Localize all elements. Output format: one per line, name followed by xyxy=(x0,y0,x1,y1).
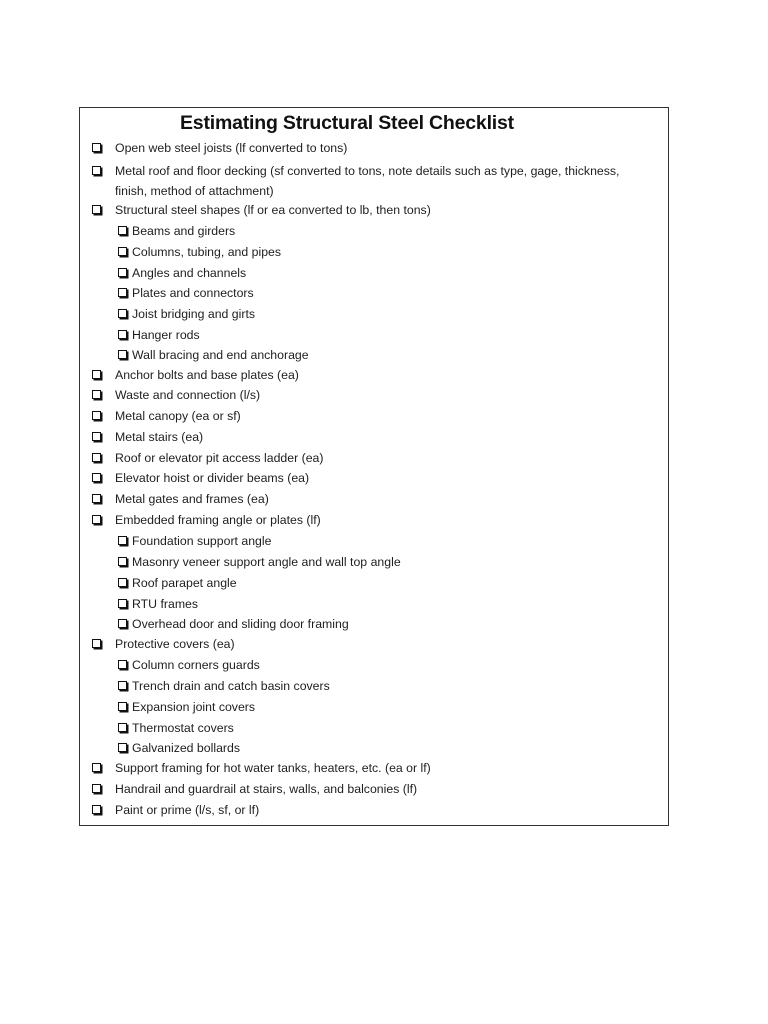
checklist-title: Estimating Structural Steel Checklist xyxy=(180,112,514,134)
checklist-item-text: Structural steel shapes (lf or ea converted to lb, then tons) xyxy=(115,203,431,217)
checkbox-icon[interactable] xyxy=(92,390,101,399)
checkbox-icon[interactable] xyxy=(92,411,101,420)
checklist-item-text: Wall bracing and end anchorage xyxy=(132,348,309,362)
checkbox-icon[interactable] xyxy=(118,660,127,669)
checkbox-icon[interactable] xyxy=(92,166,101,175)
checkbox-icon[interactable] xyxy=(118,350,127,359)
checkbox-icon[interactable] xyxy=(118,578,127,587)
checklist-item-text xyxy=(115,161,619,201)
checkbox-icon[interactable] xyxy=(118,743,127,752)
checklist-item-text: Overhead door and sliding door framing xyxy=(132,617,349,631)
checkbox-icon[interactable] xyxy=(118,288,127,297)
checklist-item-line: Metal roof and floor decking (sf converted to tons, note details such as type, gage, thickness, xyxy=(115,164,620,178)
checklist-item-text: Masonry veneer support angle and wall top angle xyxy=(132,555,401,569)
checkbox-icon[interactable] xyxy=(92,639,101,648)
checklist-item-text: Trench drain and catch basin covers xyxy=(132,679,330,693)
checklist-item-text: Plates and connectors xyxy=(132,286,254,300)
checkbox-icon[interactable] xyxy=(92,784,101,793)
checklist-item-text: Protective covers (ea) xyxy=(115,637,235,651)
checklist-item-text: Elevator hoist or divider beams (ea) xyxy=(115,471,310,485)
checklist-item-text: Metal canopy (ea or sf) xyxy=(115,409,241,423)
checkbox-icon[interactable] xyxy=(92,370,101,379)
checkbox-icon[interactable] xyxy=(92,494,101,503)
checklist-item-text: Angles and channels xyxy=(132,266,247,280)
checkbox-icon[interactable] xyxy=(118,723,127,732)
checkbox-icon[interactable] xyxy=(118,599,127,608)
checkbox-icon[interactable] xyxy=(92,763,101,772)
checklist-item-text: Foundation support angle xyxy=(132,534,272,548)
checkbox-icon[interactable] xyxy=(92,432,101,441)
checklist-item-text: Thermostat covers xyxy=(132,721,234,735)
checkbox-icon[interactable] xyxy=(118,309,127,318)
checkbox-icon[interactable] xyxy=(118,702,127,711)
checklist-item-text: Columns, tubing, and pipes xyxy=(132,245,282,259)
checkbox-icon[interactable] xyxy=(118,536,127,545)
checklist-item-text: RTU frames xyxy=(132,597,199,611)
checklist-item-text: Beams and girders xyxy=(132,224,236,238)
checklist-item-text: Support framing for hot water tanks, heaters, etc. (ea or lf) xyxy=(115,761,431,775)
checklist-item-text: Galvanized bollards xyxy=(132,741,241,755)
checklist-box xyxy=(79,107,669,826)
checklist-item-text: Metal stairs (ea) xyxy=(115,430,204,444)
checkbox-icon[interactable] xyxy=(92,205,101,214)
checkbox-icon[interactable] xyxy=(118,619,127,628)
checklist-item-text: Expansion joint covers xyxy=(132,700,256,714)
checkbox-icon[interactable] xyxy=(118,268,127,277)
checklist-item-text: Column corners guards xyxy=(132,658,260,672)
checkbox-icon[interactable] xyxy=(92,143,101,152)
checkbox-icon[interactable] xyxy=(118,681,127,690)
checkbox-icon[interactable] xyxy=(118,330,127,339)
checkbox-icon[interactable] xyxy=(92,473,101,482)
checklist-item-line: finish, method of attachment) xyxy=(115,184,274,198)
checklist-item-text: Roof parapet angle xyxy=(132,576,237,590)
checklist-item-text: Roof or elevator pit access ladder (ea) xyxy=(115,451,324,465)
checkbox-icon[interactable] xyxy=(92,453,101,462)
checklist-item-text: Paint or prime (l/s, sf, or lf) xyxy=(115,803,260,817)
checklist-item-text: Hanger rods xyxy=(132,328,200,342)
checklist-item-text: Anchor bolts and base plates (ea) xyxy=(115,368,299,382)
checkbox-icon[interactable] xyxy=(92,515,101,524)
checkbox-icon[interactable] xyxy=(118,557,127,566)
checklist-item-text: Handrail and guardrail at stairs, walls, and balconies (lf) xyxy=(115,782,418,796)
checklist-item-text: Embedded framing angle or plates (lf) xyxy=(115,513,321,527)
checkbox-icon[interactable] xyxy=(118,247,127,256)
checklist-item-text: Metal gates and frames (ea) xyxy=(115,492,269,506)
checklist-item-text: Waste and connection (l/s) xyxy=(115,388,261,402)
checkbox-icon[interactable] xyxy=(92,805,101,814)
checklist-item-text: Joist bridging and girts xyxy=(132,307,256,321)
checkbox-icon[interactable] xyxy=(118,226,127,235)
checklist-item-text: Open web steel joists (lf converted to tons) xyxy=(115,141,348,155)
